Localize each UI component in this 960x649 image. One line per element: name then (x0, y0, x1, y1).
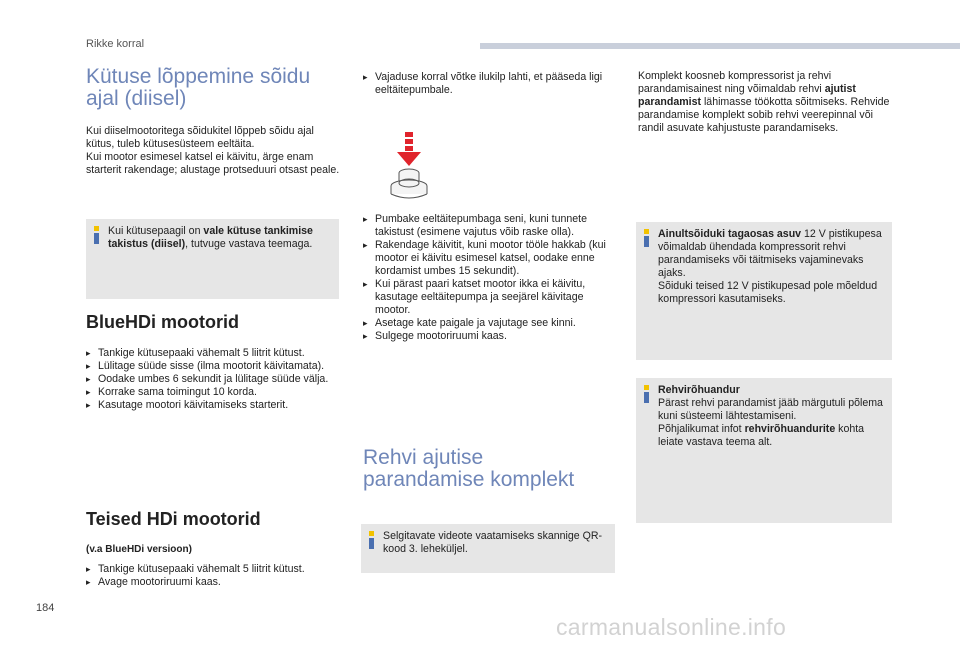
page-number: 184 (36, 602, 55, 614)
title-line-1: Rehvi ajutise (363, 446, 484, 469)
priming-pump-illustration (383, 128, 435, 204)
list-item: ▸ Kasutage mootori käivitamiseks starterit. (86, 399, 289, 411)
info-box-tyre-sensor (636, 378, 892, 523)
bullet-icon: ▸ (363, 214, 368, 224)
info-box-misfuel (86, 219, 339, 299)
priming-steps (363, 213, 613, 343)
info-icon (642, 385, 653, 403)
info-text: Kui kütusepaagil on vale kütuse tankimise takistus (diisel), tutvuge vastava teemaga. (108, 225, 313, 250)
intro-paragraph-1: Kui diiselmootoritega sõidukitel lõppeb sõidu ajal kütus, tuleb kütusesüsteem eeltäita. (86, 125, 314, 150)
section-title-fuel (86, 66, 346, 110)
intro-paragraph-2: Kui mootor esimesel katsel ei käivitu, ärge enam starterit rakendage; alustage protseduuri otsast peale. (86, 151, 340, 176)
cover-step (363, 71, 609, 97)
list-item: ▸ Pumbake eeltäitepumbaga seni, kuni tunnete takistust (esimene vajutus võib raske olla). (363, 213, 588, 238)
bullet-icon: ▸ (86, 400, 91, 410)
socket-info-note: Sõiduki teised 12 V pistikupesad pole mõeldud kompressori kasutamiseks. (658, 280, 878, 305)
bullet-icon: ▸ (86, 387, 91, 397)
bullet-icon: ▸ (363, 279, 368, 289)
list-item: ▸ Avage mootoriruumi kaas. (86, 576, 221, 588)
bullet-icon: ▸ (86, 361, 91, 371)
info-icon (642, 229, 653, 247)
info-box-socket (636, 222, 892, 360)
subheading-other-hdi: (v.a BlueHDi versioon) (86, 544, 192, 555)
section-header: Rikke korral (86, 38, 145, 50)
title-line-2: parandamise komplekt (363, 468, 575, 491)
bullet-icon: ▸ (86, 374, 91, 384)
info-icon (92, 226, 103, 244)
tyre-sensor-ref: Põhjalikumat infot rehvirõhuandurite kohta leiate vastava teema alt. (658, 423, 865, 448)
info-box-video (361, 524, 615, 573)
bullet-icon: ▸ (363, 72, 368, 82)
socket-info-text: Ainultsõiduki tagaosas asuv 12 V pistikupesa võimaldab ühendada kompressorit rehvi parandamiseks või täitmiseks vajaminevaks ajaks. (658, 228, 882, 279)
list-item: ▸ Lülitage süüde sisse (ilma mootorit käivitamata). (86, 360, 325, 372)
tyre-sensor-body: Pärast rehvi parandamist jääb märgutuli põlema kuni süsteemi lähtestamiseni. (658, 397, 883, 422)
heading-other-hdi: Teised HDi mootorid (86, 509, 261, 529)
fuel-intro (86, 125, 344, 177)
list-item: ▸ Vajaduse korral võtke ilukilp lahti, et pääseda ligi eeltäitepumbale. (363, 71, 603, 96)
tyre-sensor-heading: Rehvirõhuandur (658, 384, 740, 396)
bullet-icon: ▸ (363, 331, 368, 341)
list-item: ▸ Tankige kütusepaaki vähemalt 5 liitrit kütust. (86, 563, 305, 575)
video-info-text: Selgitavate videote vaatamiseks skannige QR-kood 3. leheküljel. (383, 530, 603, 555)
bullet-icon: ▸ (86, 577, 91, 587)
info-icon (367, 531, 378, 549)
bluehdi-steps (86, 347, 344, 412)
list-item: ▸ Oodake umbes 6 sekundit ja lülitage süüde välja. (86, 373, 329, 385)
list-item: ▸ Rakendage käivitit, kuni mootor tööle hakkab (kui mootor ei käivitu esimesel katsel, oodake enne kordamist umbes 15 sekundit). (363, 239, 606, 277)
list-item: ▸ Kui pärast paari katset mootor ikka ei käivitu, kasutage eeltäitepumpa ja seejärel käivitage mootor. (363, 278, 586, 316)
title-line-2: ajal (diisel) (86, 87, 187, 110)
section-title-repair-kit (363, 447, 613, 491)
bullet-icon: ▸ (86, 564, 91, 574)
bullet-icon: ▸ (363, 240, 368, 250)
bullet-icon: ▸ (363, 318, 368, 328)
kit-intro-text: Komplekt koosneb kompressorist ja rehvi parandamisainest ning võimaldab rehvi ajutist parandamist lähimasse töökotta sõitmiseks. Rehvide parandamise komplekt sobib rehvi veerepinnal või randil asuvate kahjustuste parandamiseks. (638, 70, 890, 134)
list-item: ▸ Asetage kate paigale ja vajutage see kinni. (363, 317, 576, 329)
other-hdi-steps (86, 563, 344, 589)
bullet-icon: ▸ (86, 348, 91, 358)
title-line-1: Kütuse lõppemine sõidu (86, 65, 311, 88)
watermark: carmanualsonline.info (556, 614, 787, 640)
list-item: ▸ Korrake sama toimingut 10 korda. (86, 386, 257, 398)
heading-bluehdi: BlueHDi mootorid (86, 312, 239, 332)
list-item: ▸ Tankige kütusepaaki vähemalt 5 liitrit kütust. (86, 347, 305, 359)
list-item: ▸ Sulgege mootoriruumi kaas. (363, 330, 507, 342)
repair-kit-intro (638, 70, 890, 135)
header-bar (480, 43, 960, 49)
